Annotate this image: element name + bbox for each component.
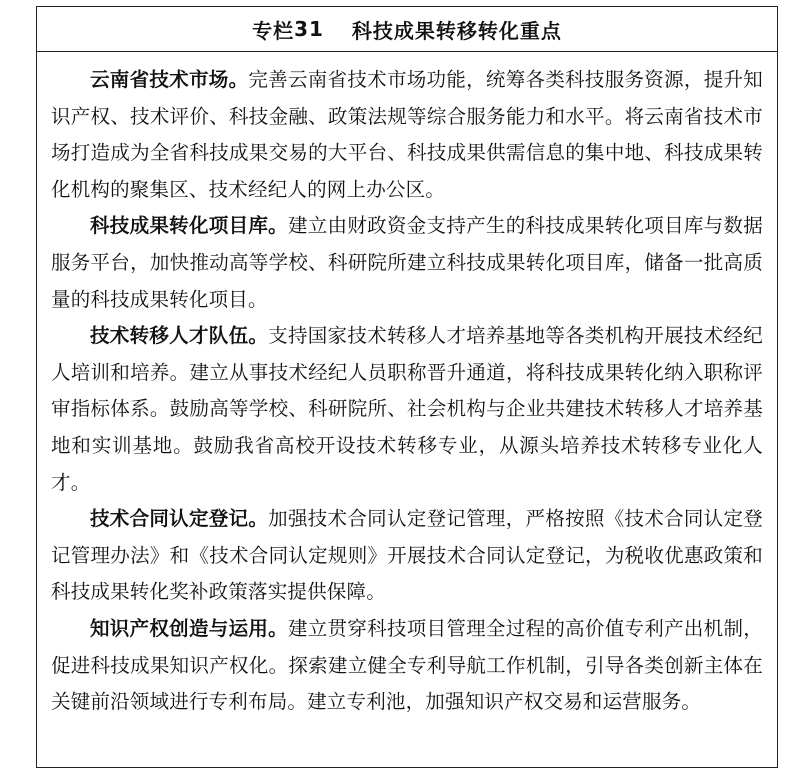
paragraph-contract-registration — [51, 501, 763, 611]
paragraph-heading: 科技成果转化项目库。 — [90, 214, 288, 238]
box-title — [37, 7, 777, 52]
paragraph-heading: 技术合同认定登记。 — [90, 507, 269, 531]
paragraph-body: 建立贯穿科技项目管理全过程的高价值专利产出机制，促进科技成果知识产权化。探索建立健全专利导航工作机制，引导各类创新主体在关键前沿领域进行专利布局。建立专利池，加强知识产权交易和运营服务。 — [51, 616, 763, 714]
paragraph-heading: 云南省技术市场。 — [90, 68, 249, 91]
paragraph-talent-team — [51, 318, 763, 501]
paragraph-intellectual-property — [51, 611, 763, 721]
box-label: 专栏 — [252, 18, 295, 43]
feature-box — [36, 6, 778, 768]
box-number: 31 — [294, 17, 324, 41]
paragraph-body: 完善云南省技术市场功能，统筹各类科技服务资源，提升知识产权、技术评价、科技金融、政策法规等综合服务能力和水平。将云南省技术市场打造成为全省科技成果交易的大平台、科技成果供需信息的集中地、科技成果转化机构的聚集区、技术经纪人的网上办公区。 — [51, 68, 763, 201]
paragraph-heading: 技术转移人才队伍。 — [90, 324, 269, 348]
paragraph-heading: 知识产权创造与运用。 — [90, 616, 288, 640]
paragraph-body: 支持国家技术转移人才培养基地等各类机构开展技术经纪人培训和培养。建立从事技术经纪人员职称晋升通道，将科技成果转化纳入职称评审指标体系。鼓励高等学校、科研院所、社会机构与企业共建技术转移人才培养基地和实训基地。鼓励我省高校开设技术转移专业，从源头培养技术转移专业化人才。 — [51, 324, 763, 494]
paragraph-body: 加强技术合同认定登记管理，严格按照《技术合同认定登记管理办法》和《技术合同认定规则》开展技术合同认定登记，为税收优惠政策和科技成果转化奖补政策落实提供保障。 — [51, 507, 763, 604]
box-content — [37, 52, 777, 721]
box-title-text: 科技成果转移转化重点 — [351, 18, 562, 43]
paragraph-body: 建立由财政资金支持产生的科技成果转化项目库与数据服务平台，加快推动高等学校、科研院所建立科技成果转化项目库，储备一批高质量的科技成果转化项目。 — [51, 214, 763, 311]
paragraph-project-library — [51, 208, 763, 318]
paragraph-technology-market — [51, 62, 763, 208]
